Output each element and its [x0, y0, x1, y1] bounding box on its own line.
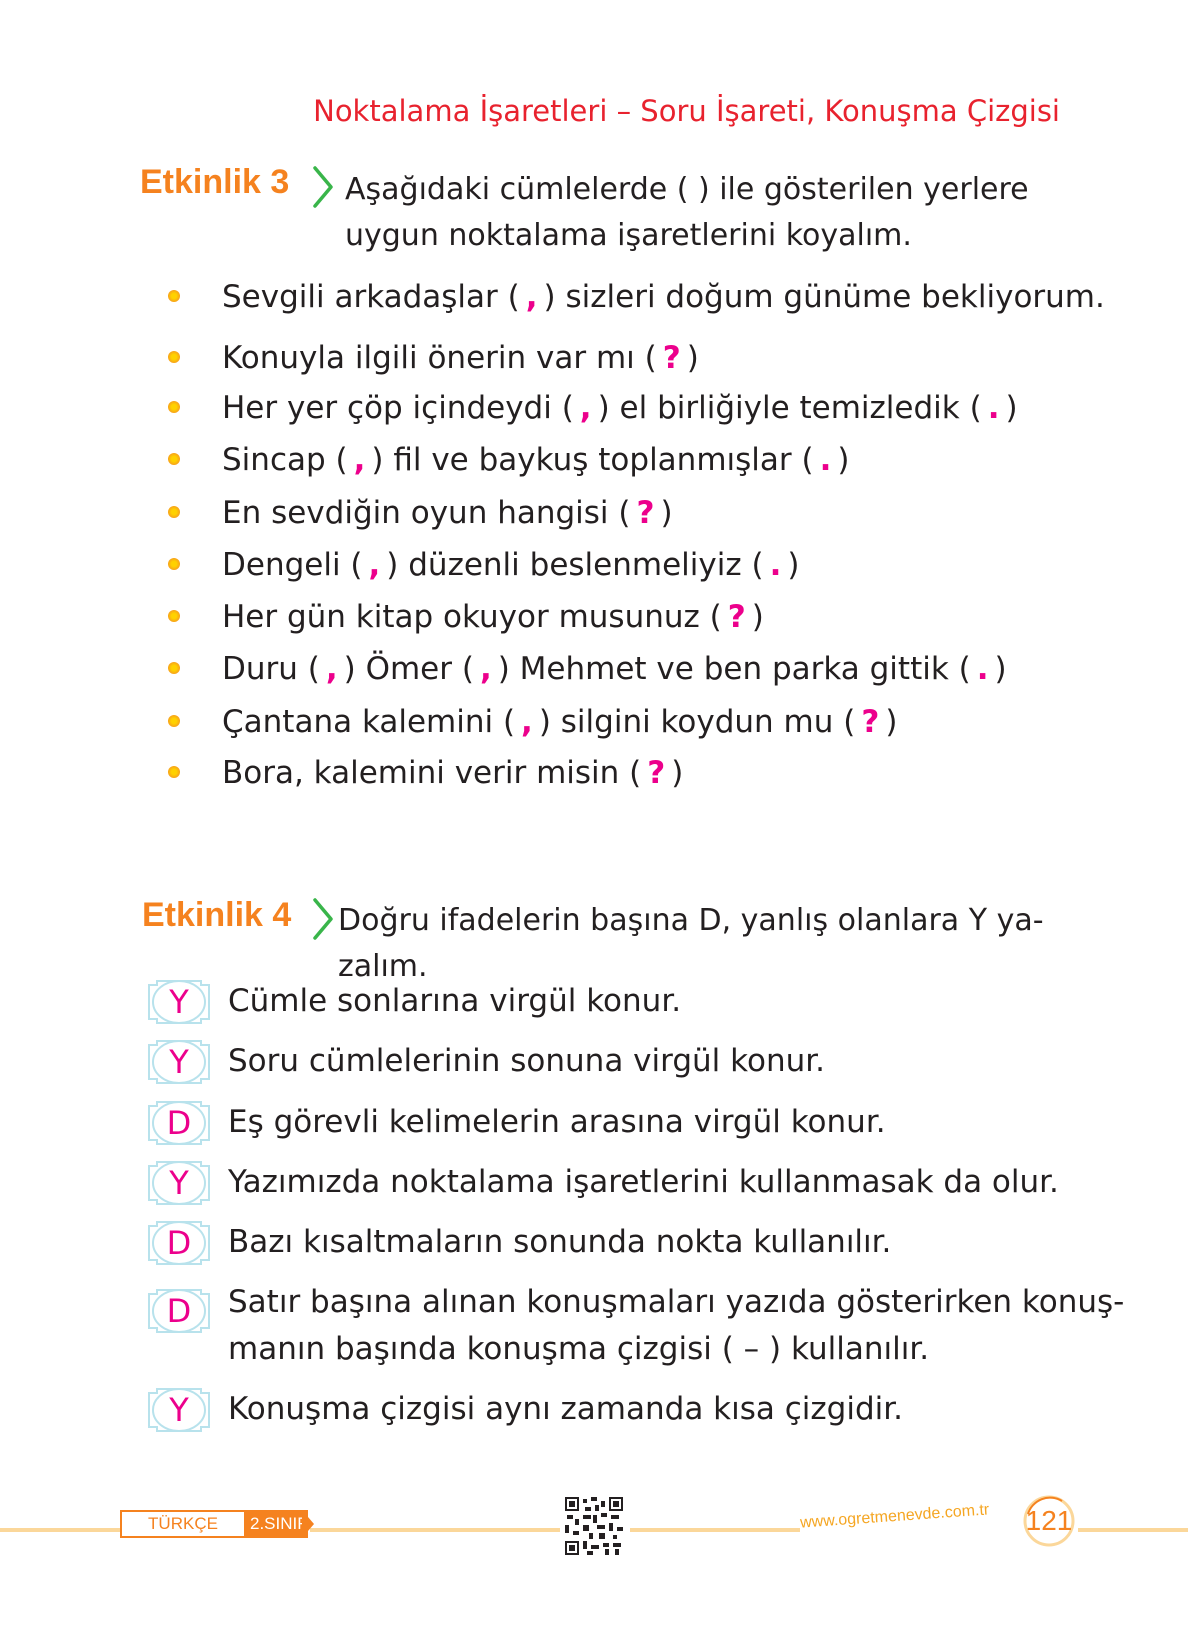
punctuation-answer: ,	[521, 704, 533, 740]
activity-4-instruction-line1: Doğru ifadelerin başına D, yanlış olanlara Y ya-	[338, 903, 1044, 938]
punctuation-answer: ?	[647, 755, 666, 791]
bullet-icon	[168, 610, 180, 622]
answer-badge	[145, 1286, 213, 1336]
grade-tag-tip	[302, 1510, 314, 1538]
sentence-text: ) düzenli beslenmeliyiz (	[386, 547, 764, 583]
footer-divider	[630, 1528, 800, 1532]
bullet-icon	[168, 766, 180, 778]
answer-letter: D	[166, 1224, 192, 1262]
exercise-sentence	[222, 540, 799, 590]
punctuation-answer: ,	[325, 651, 338, 687]
answer-badge	[145, 1385, 213, 1435]
statement-text-continued: manın başında konuşma çizgisi ( – ) kullanılır.	[228, 1331, 930, 1367]
bullet-icon	[168, 506, 180, 518]
sentence-text: )	[751, 599, 764, 635]
footer-divider	[1078, 1528, 1188, 1532]
sentence-text: Sincap (	[222, 442, 348, 478]
punctuation-answer: ?	[662, 340, 681, 376]
sentence-text: )	[686, 340, 699, 376]
punctuation-answer: ,	[579, 390, 592, 426]
page-number: 121	[1025, 1505, 1073, 1536]
website-url: www.ogretmenevde.com.tr	[799, 1501, 990, 1532]
exercise-sentence	[222, 333, 699, 383]
statement-text: Yazımızda noktalama işaretlerini kullanmasak da olur.	[228, 1164, 1059, 1200]
answer-badge	[145, 1037, 213, 1087]
sentence-text: Sevgili arkadaşlar (	[222, 279, 520, 315]
chevron-right-icon	[310, 897, 336, 941]
statement-text: Eş görevli kelimelerin arasına virgül konur.	[228, 1104, 886, 1140]
answer-badge	[145, 1158, 213, 1208]
sentence-text: Duru (	[222, 651, 320, 687]
bullet-icon	[168, 558, 180, 570]
activity-3-instruction-line2: uygun noktalama işaretlerini koyalım.	[345, 218, 912, 253]
punctuation-answer: ?	[636, 495, 655, 531]
activity-3-instruction-line1: Aşağıdaki cümlelerde ( ) ile gösterilen yerlere	[345, 172, 1029, 207]
punctuation-answer: ?	[861, 704, 880, 740]
answer-letter: Y	[169, 1043, 189, 1081]
punctuation-answer: ,	[368, 547, 381, 583]
sentence-text: Çantana kalemini (	[222, 704, 516, 740]
exercise-sentence	[222, 748, 683, 798]
sentence-text: ) Ömer (	[343, 651, 474, 687]
exercise-sentence	[222, 435, 850, 485]
statement-text: Satır başına alınan konuşmaları yazıda gösterirken konuş-	[228, 1284, 1125, 1320]
activity-4-instruction-line2: zalım.	[338, 949, 428, 984]
punctuation-answer: ,	[479, 651, 492, 687]
activity-3-label: Etkinlik 3	[140, 163, 290, 201]
exercise-sentence	[222, 644, 1007, 694]
activity-4-label: Etkinlik 4	[142, 896, 292, 934]
page-number-badge	[1022, 1494, 1076, 1548]
subject-label: TÜRKÇE	[120, 1510, 246, 1538]
page-title: Noktalama İşaretleri – Soru İşareti, Konuşma Çizgisi	[313, 94, 1060, 128]
sentence-text: )	[787, 547, 800, 583]
answer-badge	[145, 1218, 213, 1268]
exercise-sentence	[222, 383, 1018, 433]
statement-text: Cümle sonlarına virgül konur.	[228, 983, 682, 1019]
sentence-text: )	[837, 442, 850, 478]
exercise-sentence	[222, 592, 764, 642]
sentence-text: Konuyla ilgili önerin var mı (	[222, 340, 657, 376]
sentence-text: ) Mehmet ve ben parka gittik (	[497, 651, 971, 687]
answer-letter: Y	[169, 1164, 189, 1202]
answer-letter: Y	[169, 983, 189, 1021]
answer-letter: D	[166, 1292, 192, 1330]
sentence-text: )	[1005, 390, 1018, 426]
sentence-text: )	[671, 755, 684, 791]
sentence-text: Dengeli (	[222, 547, 363, 583]
exercise-sentence	[222, 697, 897, 747]
bullet-icon	[168, 351, 180, 363]
punctuation-answer: ?	[727, 599, 746, 635]
bullet-icon	[168, 290, 180, 302]
chevron-right-icon	[310, 165, 336, 209]
qr-code-icon	[565, 1497, 623, 1555]
sentence-text: ) el birliğiyle temizledik (	[597, 390, 982, 426]
punctuation-answer: ,	[525, 279, 538, 315]
punctuation-answer: .	[819, 442, 832, 478]
sentence-text: ) fil ve baykuş toplanmışlar (	[371, 442, 814, 478]
punctuation-answer: .	[769, 547, 782, 583]
answer-badge	[145, 1098, 213, 1148]
footer-divider	[310, 1528, 560, 1532]
statement-text: Soru cümlelerinin sonuna virgül konur.	[228, 1043, 825, 1079]
punctuation-answer: .	[987, 390, 1000, 426]
answer-letter: Y	[169, 1391, 189, 1429]
exercise-sentence	[222, 488, 673, 538]
sentence-text: )	[994, 651, 1007, 687]
subject-tag	[120, 1510, 310, 1538]
sentence-text: ) silgini koydun mu (	[538, 704, 856, 740]
sentence-text: )	[885, 704, 898, 740]
sentence-text: Her yer çöp içindeydi (	[222, 390, 574, 426]
sentence-text: ) sizleri doğum günüme bekliyorum.	[543, 279, 1105, 315]
grade-label: 2.SINIF	[244, 1510, 308, 1538]
bullet-icon	[168, 662, 180, 674]
punctuation-answer: .	[976, 651, 989, 687]
sentence-text: )	[660, 495, 673, 531]
sentence-text: Her gün kitap okuyor musunuz (	[222, 599, 722, 635]
sentence-text: En sevdiğin oyun hangisi (	[222, 495, 631, 531]
answer-letter: D	[166, 1104, 192, 1142]
bullet-icon	[168, 453, 180, 465]
statement-text: Konuşma çizgisi aynı zamanda kısa çizgidir.	[228, 1391, 904, 1427]
footer-divider	[0, 1528, 120, 1532]
sentence-text: Bora, kalemini verir misin (	[222, 755, 642, 791]
statement-text: Bazı kısaltmaların sonunda nokta kullanılır.	[228, 1224, 892, 1260]
exercise-sentence	[222, 272, 1105, 322]
punctuation-answer: ,	[353, 442, 366, 478]
bullet-icon	[168, 401, 180, 413]
answer-badge	[145, 977, 213, 1027]
bullet-icon	[168, 715, 180, 727]
